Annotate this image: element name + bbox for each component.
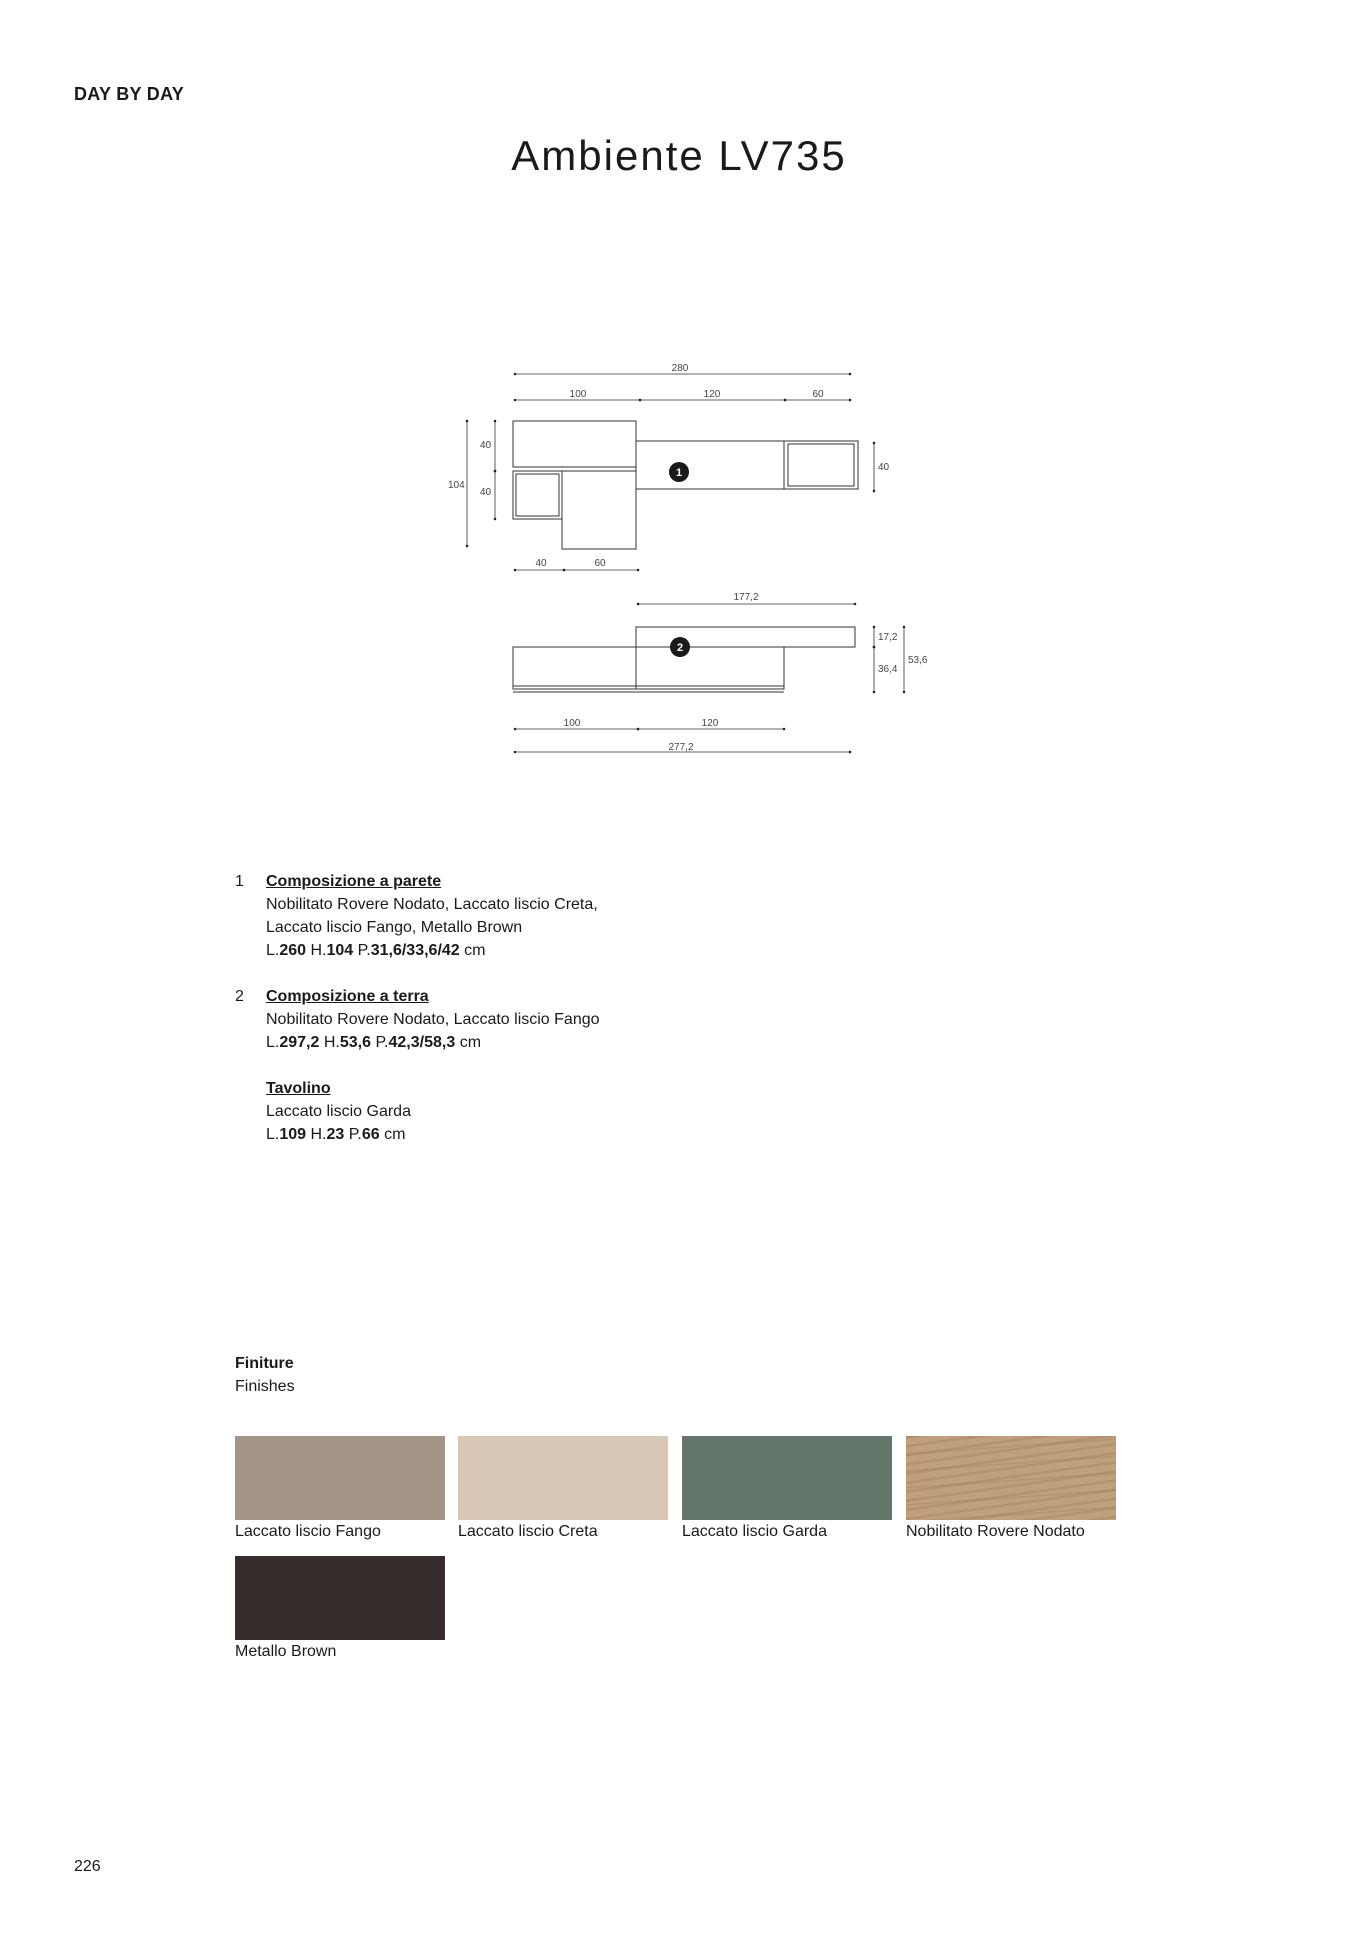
dim-floor-top-width: 177,2 — [733, 592, 759, 603]
dim-floor-w2: 120 — [701, 718, 719, 729]
swatch-label: Metallo Brown — [235, 1643, 337, 1660]
marker-1-label: 1 — [675, 467, 683, 479]
swatch-label: Laccato liscio Creta — [458, 1523, 598, 1540]
page-title: Ambiente LV735 — [511, 132, 847, 179]
marker-2-label: 2 — [676, 642, 684, 654]
item-dimensions: L.297,2 H.53,6 P.42,3/58,3 cm — [266, 1034, 482, 1051]
brand-heading: DAY BY DAY — [74, 84, 185, 104]
sub-item-finishes: Laccato liscio Garda — [266, 1103, 411, 1120]
item-name: Composizione a terra — [266, 988, 429, 1005]
dim-floor-total-width: 277,2 — [668, 742, 694, 753]
technical-drawing — [0, 0, 1358, 800]
wall-cabinet-bottom — [562, 471, 636, 549]
finishes-title: Finiture — [235, 1355, 294, 1372]
finishes-subtitle: Finishes — [235, 1378, 295, 1395]
dim-wall-bottom-w2: 60 — [594, 558, 606, 569]
dim-floor-height-total: 53,6 — [908, 655, 928, 666]
item-finishes: Nobilitato Rovere Nodato, Laccato liscio Fango — [266, 1011, 600, 1028]
wall-cabinet-middle — [636, 441, 784, 489]
sub-item-dimensions: L.109 H.23 P.66 cm — [266, 1126, 406, 1143]
swatch-laccato-fango — [235, 1436, 445, 1541]
composition-item-1 — [235, 870, 600, 962]
item-dimensions: L.260 H.104 P.31,6/33,6/42 cm — [266, 942, 486, 959]
item-name: Composizione a parete — [266, 873, 442, 890]
swatch-chip — [682, 1436, 892, 1520]
item-number: 1 — [235, 873, 244, 890]
item-finishes: Nobilitato Rovere Nodato, Laccato liscio Creta, — [266, 896, 598, 913]
swatch-label: Laccato liscio Fango — [235, 1523, 381, 1540]
swatch-chip — [235, 1436, 445, 1520]
swatch-label: Laccato liscio Garda — [682, 1523, 827, 1540]
swatch-metallo-brown — [235, 1556, 445, 1661]
floor-top-shelf — [636, 627, 855, 647]
dim-floor-height-bottom: 36,4 — [878, 664, 898, 675]
dim-wall-height-bottom: 40 — [480, 487, 492, 498]
floor-base-right — [636, 647, 784, 689]
dim-wall-bottom-w1: 40 — [535, 558, 547, 569]
swatch-chip — [235, 1556, 445, 1640]
tavolino-block — [266, 1077, 600, 1146]
swatch-chip — [906, 1436, 1116, 1520]
swatch-label: Nobilitato Rovere Nodato — [906, 1523, 1085, 1540]
wall-open-shelf-right — [784, 441, 858, 489]
page-number: 226 — [74, 1858, 101, 1875]
floor-base-left — [513, 647, 636, 689]
dim-wall-total-width: 280 — [671, 363, 689, 374]
item-finishes-cont: Laccato liscio Fango, Metallo Brown — [266, 919, 523, 936]
item-number: 2 — [235, 988, 244, 1005]
swatch-laccato-creta — [458, 1436, 668, 1541]
dim-wall-height-right: 40 — [878, 462, 890, 473]
swatch-rovere-nodato — [906, 1436, 1116, 1541]
dim-wall-w2: 120 — [703, 389, 721, 400]
swatch-chip — [458, 1436, 668, 1520]
dim-wall-w1: 100 — [569, 389, 587, 400]
dim-wall-w3: 60 — [812, 389, 824, 400]
dim-wall-height-top: 40 — [480, 440, 492, 451]
dim-floor-w1: 100 — [563, 718, 581, 729]
swatch-laccato-garda — [682, 1436, 892, 1541]
composition-descriptions — [235, 870, 600, 1169]
wall-open-shelf-left — [513, 471, 562, 519]
composition-item-2 — [235, 985, 600, 1146]
finishes-heading — [235, 1352, 295, 1398]
sub-item-name: Tavolino — [266, 1080, 331, 1097]
dim-wall-height-total: 104 — [448, 480, 465, 491]
dim-floor-height-top: 17,2 — [878, 632, 898, 643]
wall-cabinet-top-left — [513, 421, 636, 467]
